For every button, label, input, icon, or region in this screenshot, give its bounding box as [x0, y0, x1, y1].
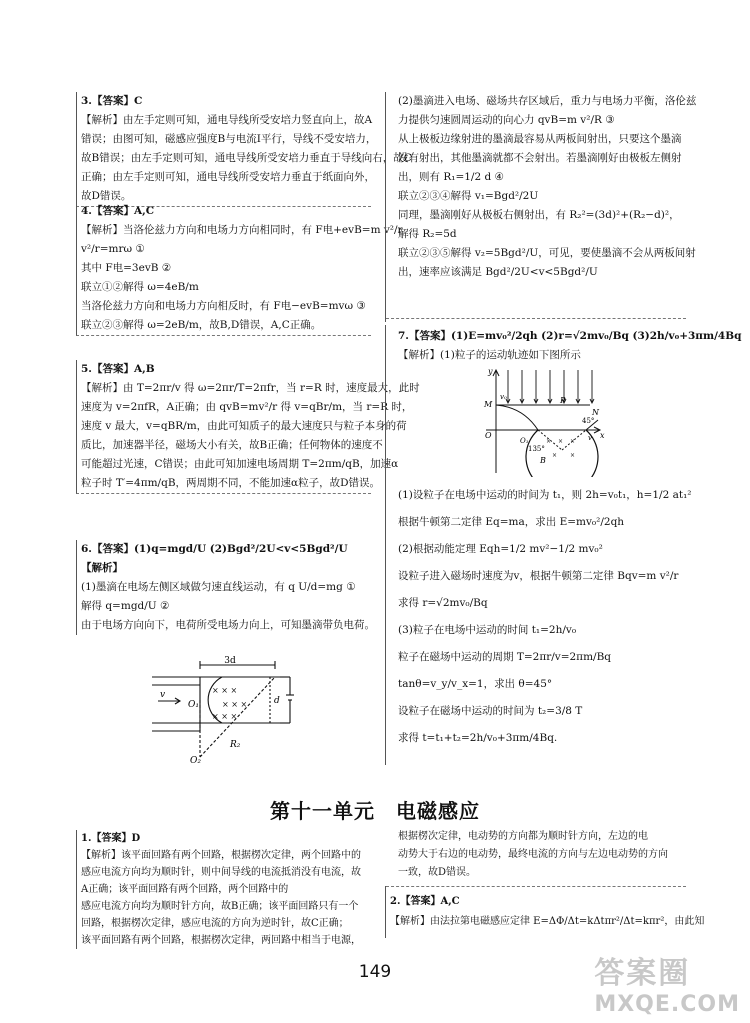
- answer-q3: [76, 92, 412, 207]
- svg-text:×: ×: [570, 438, 576, 445]
- p1-line-1: 力提供匀速圆周运动的向心力 qvB=m v²/R ③: [398, 114, 615, 126]
- q5-line-5: 可能超过光速，C错误；由此可知加速电场周期 T=2πm/qB，加速α: [81, 458, 399, 470]
- fig2-label-v0: v₀: [500, 393, 507, 401]
- fig1-label-o1: O₁: [188, 700, 199, 710]
- p1-line-6: 同理，墨滴刚好从极板右侧射出，有 R₂²=(3d)²+(R₂−d)²，: [398, 209, 680, 221]
- fig2-label-y: y: [488, 367, 493, 376]
- q3-line-4: 正确；由左手定则可知，通电导线所受安培力垂直于纸面向外，: [81, 171, 375, 183]
- answer-q6-continued: [398, 92, 698, 282]
- u11q1-line-0: 1.【答案】D: [81, 833, 141, 844]
- fig2-label-n: N: [592, 408, 599, 417]
- p1-line-7: 解得 R₂=5d: [398, 228, 457, 240]
- unit11-answer-q1-continued: [398, 828, 698, 882]
- q6-line-0: 6.【答案】(1)q=mgd/U (2)Bgd²/2U<v<5Bgd²/U: [81, 543, 348, 555]
- fig1-label-r2: R₂: [230, 740, 241, 750]
- q6-line-1: 【解析】: [81, 562, 123, 574]
- p1-line-8: 联立②③⑤解得 v₂=5Bgd²/U，可见，要使墨滴不会从两板间射: [398, 247, 696, 259]
- svg-text:× × ×: × × ×: [212, 686, 238, 695]
- u11q1c-line-2: 一致，故D错误。: [398, 867, 477, 878]
- p1-line-3: 没有射出，其他墨滴就都不会射出。若墨滴刚好由极板左侧射: [398, 152, 682, 164]
- p1-line-9: 出，速率应该满足 Bgd²/2U<v<5Bgd²/U: [398, 266, 598, 278]
- u11q1-line-5: 回路，根据楞次定律，感应电流的方向为逆时针，故C正确；: [81, 918, 349, 929]
- p2-line-6: 粒子在磁场中运动的周期 T=2πr/v=2πm/Bq: [398, 651, 612, 663]
- svg-text:×: ×: [558, 438, 564, 445]
- fig1-label-d: d: [274, 696, 280, 706]
- fig2-label-135: 135°: [528, 445, 545, 453]
- fig2-label-p: P: [560, 396, 566, 405]
- q6-line-3: 解得 q=mgd/U ②: [81, 600, 170, 612]
- u11q1-line-4: 感应电流方向均为顺时针方向，故B正确；该平面回路只有一个: [81, 901, 359, 912]
- p2-line-1: 根据牛顿第二定律 Eq=ma，求出 E=mv₀²/2qh: [398, 516, 625, 528]
- fig2-label-x: x: [600, 431, 605, 440]
- q5-line-2: 速度为 v=2πfR，A正确；由 qvB=mv²/r 得 v=qBr/m，当 r=R 时，: [81, 401, 413, 413]
- p2-line-4: 求得 r=√2mv₀/Bq: [398, 597, 488, 609]
- q5-line-1: 【解析】由 T=2πr/v 得 ω=2πr/T=2πfr，当 r=R 时，速度最大，此时: [81, 382, 420, 394]
- watermark-line2: MXQE.COM: [594, 992, 740, 1017]
- fig2-label-45: 45°: [582, 417, 595, 425]
- p1-line-5: 联立②③④解得 v₁=Bgd²/2U: [398, 190, 539, 202]
- answer-q6: [76, 540, 375, 635]
- fig2-label-m: M: [484, 400, 493, 409]
- p2-line-7: tanθ=v_y/v_x=1，求出 θ=45°: [398, 678, 553, 690]
- answer-q5: [76, 360, 420, 494]
- answer-q7-solution: [398, 482, 698, 752]
- fig2-label-v: v: [588, 434, 592, 442]
- p2-line-0: (1)设粒子在电场中运动的时间为 t₁，则 2h=v₀t₁，h=1/2 at₁²: [398, 489, 692, 501]
- p2-line-5: (3)粒子在电场中运动的时间 t₁=2h/v₀: [398, 624, 577, 636]
- watermark-line1: 答案圈: [594, 956, 691, 991]
- q4-line-1: 【解析】当洛伦兹力方向和电场力方向相同时，有 F电+evB=m v²/r: [81, 224, 403, 236]
- fig2-label-o1: O₁: [520, 437, 529, 445]
- q4-line-4: 联立①②解得 ω=4eB/m: [81, 281, 199, 293]
- answer-q7: [398, 327, 742, 365]
- fig1-label-o2: O₂: [190, 756, 201, 765]
- answer-q4: [76, 202, 403, 336]
- p1-line-0: (2)墨滴进入电场、磁场共存区域后，重力与电场力平衡，洛伦兹: [398, 95, 697, 107]
- fig2-label-o: O: [485, 431, 492, 440]
- p2-line-3: 设粒子进入磁场时速度为v，根据牛顿第二定律 Bqv=m v²/r: [398, 570, 679, 582]
- q7-line-1: 【解析】(1)粒子的运动轨迹如下图所示: [398, 349, 581, 361]
- unit11-answer-q2: [390, 892, 705, 932]
- unit11-answer-q1: [76, 830, 371, 949]
- q7-line-0: 7.【答案】(1)E=mv₀²/2qh (2)r=√2mv₀/Bq (3)2h/v₀+3πm/4Bq: [398, 330, 742, 342]
- u11q1-line-1: 【解析】该平面回路有两个回路，根据楞次定律，两个回路中的: [81, 850, 361, 861]
- q4-line-0: 4.【答案】A,C: [81, 205, 155, 217]
- u11q1c-line-1: 动势大于右边的电动势，最终电流的方向与左边电动势的方向: [398, 849, 668, 860]
- q4-line-3: 其中 F电=3evB ②: [81, 262, 172, 274]
- q3-line-1: 【解析】由左手定则可知，通电导线所受安培力竖直向上，故A: [81, 114, 373, 126]
- svg-text:× × ×: × × ×: [212, 712, 238, 721]
- q4-line-5: 当洛伦兹力方向和电场力方向相反时，有 F电−evB=mvω ③: [81, 300, 366, 312]
- unit-title: 第十一单元 电磁感应: [270, 799, 480, 823]
- q5-line-0: 5.【答案】A,B: [81, 363, 155, 375]
- p2-line-2: (2)根据动能定理 Eqh=1/2 mv²−1/2 mv₀²: [398, 543, 603, 555]
- watermark-logo: [594, 948, 740, 1017]
- p1-line-2: 从上极板边缘射进的墨滴最容易从两板间射出，只要这个墨滴: [398, 133, 682, 145]
- q5-line-3: 速度 v 最大，v=qBR/m，由此可知质子的最大速度只与粒子本身的荷: [81, 420, 407, 432]
- q4-line-2: v²/r=mrω ①: [81, 243, 145, 255]
- svg-text:×: ×: [546, 438, 552, 445]
- q3-line-2: 错误；由图可知，磁感应强度B与电流I平行，导线不受安培力，: [81, 133, 377, 145]
- p2-line-8: 设粒子在磁场中运动的时间为 t₂=3/8 T: [398, 705, 583, 717]
- svg-text:× × ×: × × ×: [222, 700, 248, 709]
- q5-line-4: 质比，加速器半径，磁场大小有关，故B正确；任何物体的速度不: [81, 439, 383, 451]
- q3-line-5: 故D错误。: [81, 190, 132, 202]
- figure-capacitor-field: [150, 655, 310, 765]
- u11q1c-line-0: 根据楞次定律，电动势的方向都为顺时针方向，左边的电: [398, 831, 648, 842]
- q4-line-6: 联立②③解得 ω=2eB/m，故B,D错误，A,C正确。: [81, 319, 322, 331]
- u11q2-line-0: 2.【答案】A,C: [390, 896, 460, 907]
- q3-line-0: 3.【答案】C: [81, 95, 143, 107]
- svg-text:×: ×: [570, 452, 576, 459]
- q6-line-2: (1)墨滴在电场左侧区域做匀速直线运动，有 q U/d=mg ①: [81, 581, 356, 593]
- page-number: 149: [358, 962, 392, 982]
- q6-line-4: 由于电场方向向下，电荷所受电场力向上，可知墨滴带负电荷。: [81, 619, 375, 631]
- u11q1-line-6: 该平面回路有两个回路，根据楞次定律，两回路中相当于电源，: [81, 935, 361, 946]
- fig1-label-3d: 3d: [224, 656, 236, 666]
- svg-text:×: ×: [552, 452, 558, 459]
- q5-line-6: 粒子时 T′=4πm/qB，两周期不同，不能加速α粒子，故D错误。: [81, 477, 381, 489]
- u11q1-line-3: A正确；该平面回路有两个回路，两个回路中的: [81, 884, 289, 895]
- q3-line-3: 故B错误；由左手定则可知，通电导线所受安培力垂直于导线向右，故C: [81, 152, 412, 164]
- p1-line-4: 出，则有 R₁=1/2 d ④: [398, 171, 504, 183]
- figure-particle-trajectory: [478, 365, 608, 477]
- u11q2-line-1: 【解析】由法拉第电磁感应定律 E=ΔΦ/Δt=kΔtπr²/Δt=kπr²，由此知: [390, 916, 705, 927]
- u11q1-line-2: 感应电流方向均为顺时针，则中间导线的电流抵消没有电流，故: [81, 867, 361, 878]
- fig2-label-b: B: [540, 456, 546, 465]
- p2-line-9: 求得 t=t₁+t₂=2h/v₀+3πm/4Bq.: [398, 732, 558, 744]
- fig1-label-v: v: [160, 690, 166, 700]
